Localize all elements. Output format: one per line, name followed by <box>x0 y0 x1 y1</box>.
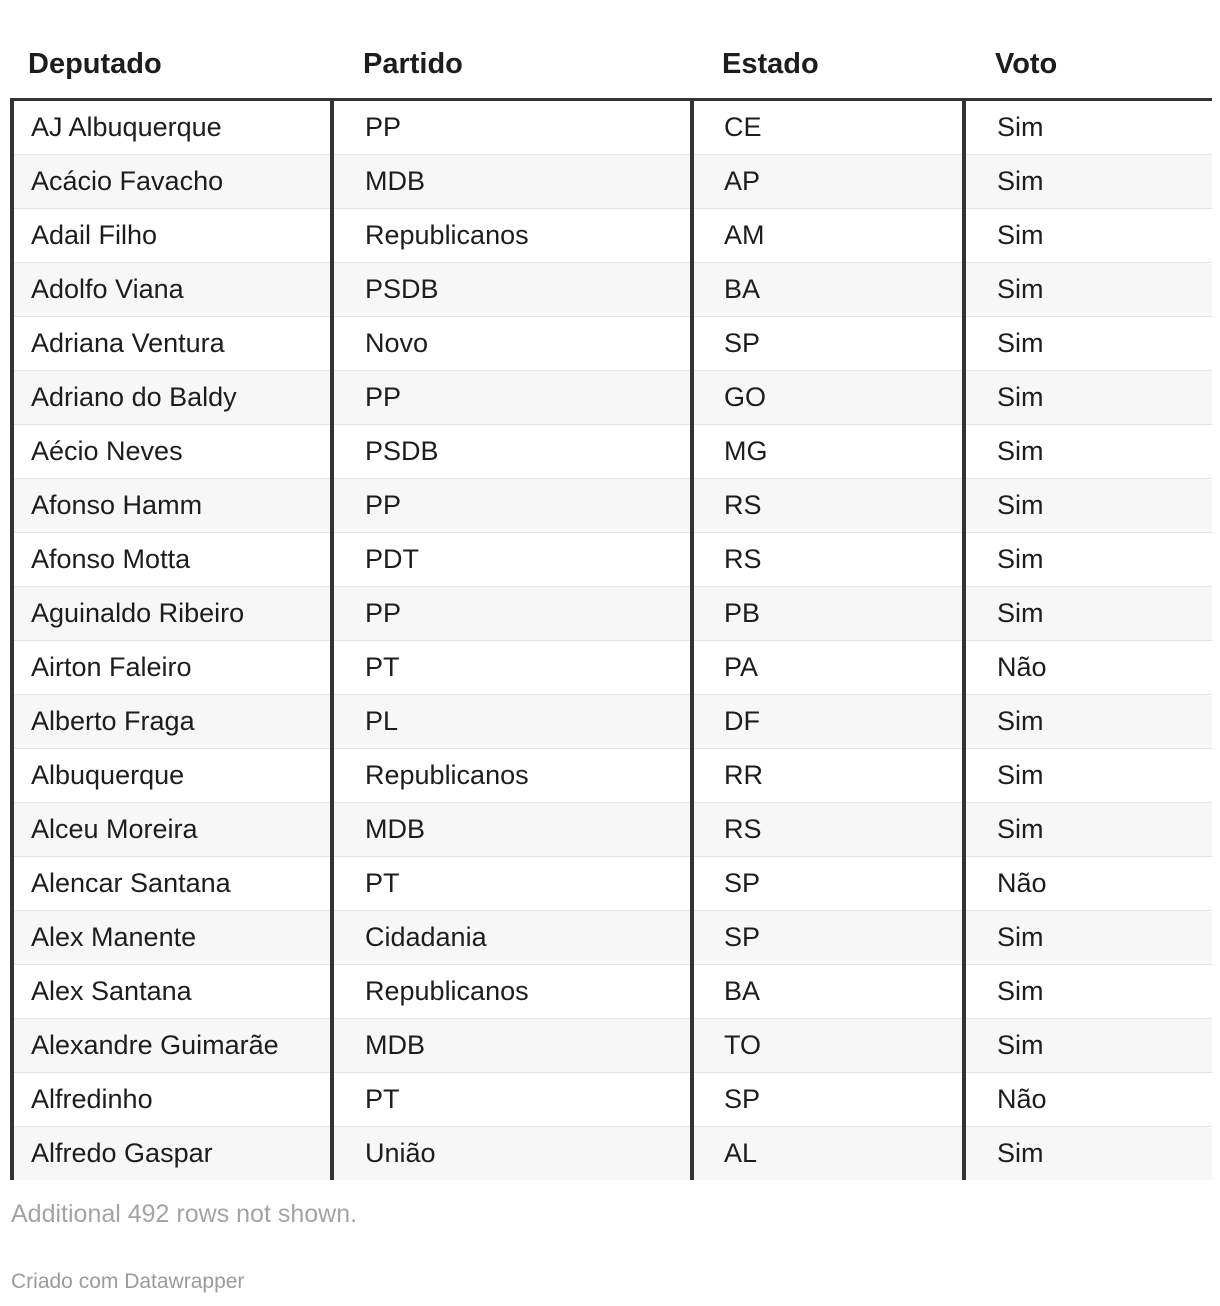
cell-estado: SP <box>692 1073 964 1127</box>
cell-partido: PP <box>332 100 692 155</box>
table-row <box>12 803 1212 857</box>
cell-partido: PP <box>332 371 692 425</box>
cell-voto: Não <box>964 857 1212 911</box>
table-row <box>12 1019 1212 1073</box>
cell-estado: SP <box>692 317 964 371</box>
cell-voto: Sim <box>964 749 1212 803</box>
cell-partido: Novo <box>332 317 692 371</box>
table-row <box>12 209 1212 263</box>
cell-estado: BA <box>692 965 964 1019</box>
cell-estado: RS <box>692 533 964 587</box>
cell-estado: GO <box>692 371 964 425</box>
cell-partido: PDT <box>332 533 692 587</box>
cell-estado: DF <box>692 695 964 749</box>
votes-table <box>10 30 1212 1180</box>
cell-voto: Sim <box>964 911 1212 965</box>
cell-voto: Sim <box>964 1019 1212 1073</box>
cell-voto: Sim <box>964 587 1212 641</box>
cell-partido: MDB <box>332 1019 692 1073</box>
cell-estado: TO <box>692 1019 964 1073</box>
cell-voto: Sim <box>964 100 1212 155</box>
cell-partido: Republicanos <box>332 209 692 263</box>
cell-deputado: Adail Filho <box>12 209 332 263</box>
cell-partido: PL <box>332 695 692 749</box>
table-row <box>12 479 1212 533</box>
table-row <box>12 533 1212 587</box>
cell-voto: Não <box>964 641 1212 695</box>
votes-table-container <box>10 30 1210 1180</box>
cell-partido: PT <box>332 641 692 695</box>
cell-deputado: Adriano do Baldy <box>12 371 332 425</box>
cell-voto: Sim <box>964 1127 1212 1181</box>
cell-deputado: Alencar Santana <box>12 857 332 911</box>
cell-deputado: Afonso Motta <box>12 533 332 587</box>
table-row <box>12 641 1212 695</box>
cell-deputado: Alberto Fraga <box>12 695 332 749</box>
cell-voto: Sim <box>964 209 1212 263</box>
table-row <box>12 155 1212 209</box>
table-row <box>12 1127 1212 1181</box>
cell-partido: PP <box>332 587 692 641</box>
cell-deputado: Aguinaldo Ribeiro <box>12 587 332 641</box>
cell-deputado: Adolfo Viana <box>12 263 332 317</box>
cell-voto: Sim <box>964 317 1212 371</box>
cell-voto: Sim <box>964 479 1212 533</box>
cell-deputado: Alex Santana <box>12 965 332 1019</box>
cell-estado: RS <box>692 479 964 533</box>
cell-deputado: Albuquerque <box>12 749 332 803</box>
table-row <box>12 695 1212 749</box>
datawrapper-credit: Criado com Datawrapper <box>11 1270 245 1293</box>
cell-partido: PT <box>332 1073 692 1127</box>
table-row <box>12 425 1212 479</box>
cell-deputado: Alfredinho <box>12 1073 332 1127</box>
table-row <box>12 371 1212 425</box>
table-row <box>12 263 1212 317</box>
column-header-estado[interactable]: Estado <box>692 30 964 100</box>
cell-partido: Republicanos <box>332 965 692 1019</box>
cell-estado: SP <box>692 911 964 965</box>
cell-estado: CE <box>692 100 964 155</box>
cell-estado: SP <box>692 857 964 911</box>
cell-estado: MG <box>692 425 964 479</box>
cell-voto: Sim <box>964 155 1212 209</box>
cell-partido: PSDB <box>332 263 692 317</box>
cell-deputado: AJ Albuquerque <box>12 100 332 155</box>
table-row <box>12 965 1212 1019</box>
table-row <box>12 317 1212 371</box>
cell-partido: PT <box>332 857 692 911</box>
cell-deputado: Alexandre Guimarãe <box>12 1019 332 1073</box>
table-row <box>12 587 1212 641</box>
column-header-voto[interactable]: Voto <box>964 30 1212 100</box>
table-row <box>12 100 1212 155</box>
rows-not-shown-note: Additional 492 rows not shown. <box>11 1200 358 1228</box>
cell-partido: Cidadania <box>332 911 692 965</box>
cell-voto: Sim <box>964 371 1212 425</box>
table-row <box>12 911 1212 965</box>
cell-estado: RS <box>692 803 964 857</box>
cell-voto: Sim <box>964 803 1212 857</box>
table-row <box>12 1073 1212 1127</box>
cell-estado: PA <box>692 641 964 695</box>
table-row <box>12 749 1212 803</box>
cell-deputado: Airton Faleiro <box>12 641 332 695</box>
cell-estado: PB <box>692 587 964 641</box>
cell-deputado: Adriana Ventura <box>12 317 332 371</box>
cell-deputado: Afonso Hamm <box>12 479 332 533</box>
cell-voto: Sim <box>964 425 1212 479</box>
cell-deputado: Alex Manente <box>12 911 332 965</box>
cell-voto: Não <box>964 1073 1212 1127</box>
cell-partido: MDB <box>332 803 692 857</box>
cell-voto: Sim <box>964 965 1212 1019</box>
cell-partido: Republicanos <box>332 749 692 803</box>
cell-deputado: Acácio Favacho <box>12 155 332 209</box>
column-header-deputado[interactable]: Deputado <box>12 30 332 100</box>
cell-voto: Sim <box>964 695 1212 749</box>
cell-estado: BA <box>692 263 964 317</box>
header-row <box>12 30 1212 100</box>
table-body <box>12 100 1212 1181</box>
table-header <box>12 30 1212 100</box>
table-row <box>12 857 1212 911</box>
cell-estado: RR <box>692 749 964 803</box>
cell-voto: Sim <box>964 263 1212 317</box>
cell-deputado: Aécio Neves <box>12 425 332 479</box>
cell-estado: AP <box>692 155 964 209</box>
cell-voto: Sim <box>964 533 1212 587</box>
cell-estado: AL <box>692 1127 964 1181</box>
cell-deputado: Alfredo Gaspar <box>12 1127 332 1181</box>
cell-partido: MDB <box>332 155 692 209</box>
cell-partido: PP <box>332 479 692 533</box>
cell-deputado: Alceu Moreira <box>12 803 332 857</box>
column-header-partido[interactable]: Partido <box>332 30 692 100</box>
cell-partido: União <box>332 1127 692 1181</box>
cell-partido: PSDB <box>332 425 692 479</box>
cell-estado: AM <box>692 209 964 263</box>
